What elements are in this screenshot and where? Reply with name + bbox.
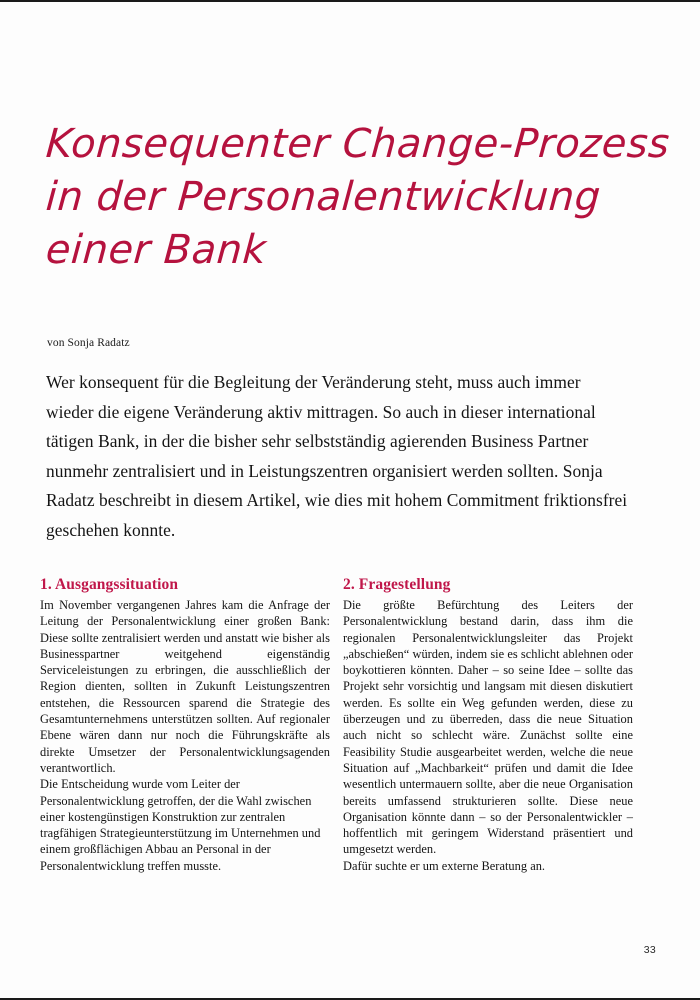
column-left: [40, 575, 330, 874]
section-1-paragraph-1: Im November vergangenen Jahres kam die Anfrage der Leitung der Personalentwicklung einer großen Bank: Diese sollte zentralisiert werden und anstatt wie bisher als Businesspartner weitgehend eigenständig Serviceleistungen zu erbringen, die ausschließlich der Region dienten, sollten in Zukunft Leistungszentren entstehen, die Ressourcen sparend die Strategie des Gesamtunternehmens unterstützen sollten. Auf regionaler Ebene wären dann nur noch die Führungskräfte als direkte Umsetzer der Personalentwicklungsagenden verantwortlich.: [40, 598, 330, 775]
title-line-3: einer Bank: [44, 227, 268, 273]
scan-edge-top: [0, 0, 700, 2]
column-right: [343, 575, 633, 874]
title-line-1: Konsequenter Change-Prozess: [44, 121, 672, 167]
title-line-2: in der Personalentwicklung: [44, 174, 603, 220]
section-1-paragraph-2: Die Entscheidung wurde vom Leiter der Personalentwicklung getroffen, der die Wahl zwischen einer kostengünstigen Konstruktion zur zentralen tragfähigen Strategieunterstützung im Unternehmen und einem großflächigen Abbau an Personal in der Personalentwicklung treffen musste.: [40, 777, 321, 873]
section-2-paragraph-2: Dafür suchte er um externe Beratung an.: [343, 858, 546, 873]
section-2-paragraph-1: Die größte Befürchtung des Leiters der Personalentwicklung bestand darin, dass ihm die regionalen Personalentwicklungsleiter das Projekt „abschießen“ würden, indem sie es schlicht ablehnen oder boykottieren könnten. Daher – so seine Idee – sollte das Projekt sehr vorsichtig und langsam mit diesen diskutiert werden. Es sollte ein Weg gefunden werden, diese zu überzeugen und zu überreden, dass die neue Situation auch nicht so schlecht wäre. Zunächst sollte eine Feasibility Studie ausgearbeitet werden, welche die neue Situation auf „Machbarkeit“ prüfen und damit die Idee wesentlich untermauern sollte, aber die neue Organisation bereits umfassend strukturieren sollte. Diese neue Organisation könnte dann – so der Personalentwickler – hoffentlich mit geringem Widerstand präsentiert und umgesetzt werden.: [343, 598, 633, 857]
byline: von Sonja Radatz: [47, 337, 130, 349]
lead-paragraph: Wer konsequent für die Begleitung der Veränderung steht, muss auch immer wieder die eigene Veränderung aktiv mittragen. So auch in dieser international tätigen Bank, in der die bisher sehr selbstständig agierenden Business Partner nunmehr zentralisiert und in Leistungszentren organisiert werden sollten. Sonja Radatz beschreibt in diesem Artikel, wie dies mit hohem Commitment friktionsfrei geschehen konnte.: [46, 372, 628, 540]
article-title: [44, 118, 672, 277]
article-columns: [40, 575, 660, 874]
section-heading-ausgangssituation: 1. Ausgangssituation: [40, 576, 179, 593]
section-heading-fragestellung: 2. Fragestellung: [343, 576, 451, 593]
page-number: 33: [643, 944, 656, 956]
